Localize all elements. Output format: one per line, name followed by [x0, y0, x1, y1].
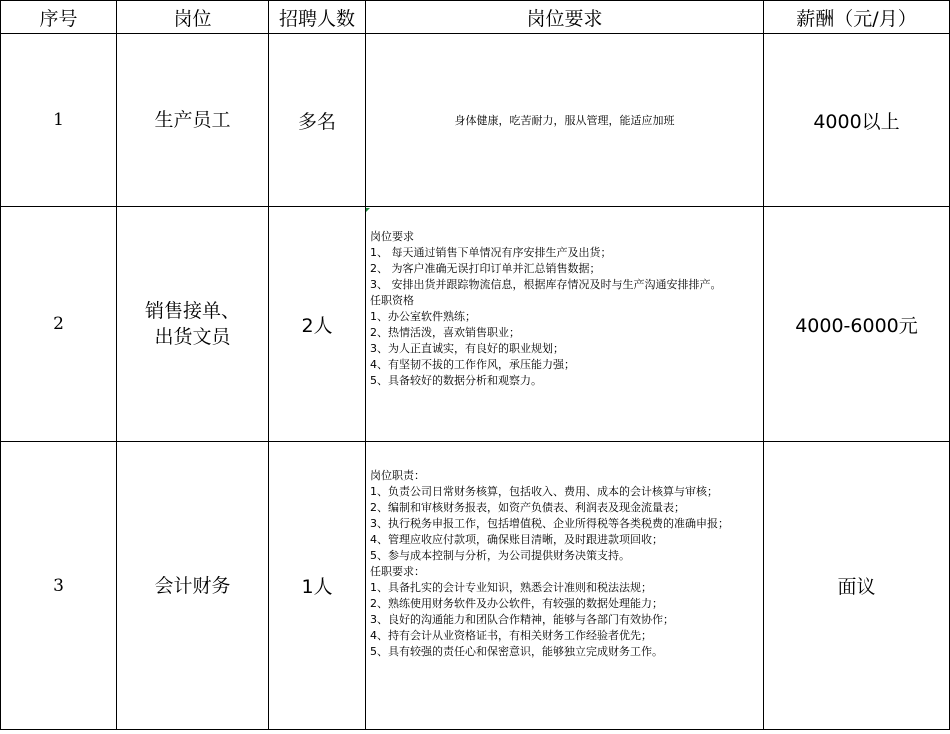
requirement-line: 5、具备较好的数据分析和观察力。	[370, 374, 542, 387]
requirement-heading: 岗位要求	[370, 230, 414, 243]
table-row	[1, 34, 950, 207]
requirement-line: 2、热情活泼，喜欢销售职业；	[370, 326, 520, 339]
requirement-line: 2、 为客户准确无误打印订单并汇总销售数据；	[370, 262, 601, 275]
requirement-line: 2、熟练使用财务软件及办公软件，有较强的数据处理能力；	[370, 597, 663, 610]
row-position	[117, 207, 269, 442]
requirement-heading: 任职要求：	[370, 565, 425, 578]
requirement-line: 5、参与成本控制与分析，为公司提供财务决策支持。	[370, 549, 630, 562]
header-position: 岗位	[117, 1, 269, 34]
requirement-line: 3、为人正直诚实，有良好的职业规划；	[370, 342, 564, 355]
requirement-line: 4、持有会计从业资格证书，有相关财务工作经验者优先；	[370, 629, 652, 642]
requirement-line: 3、执行税务申报工作，包括增值税、企业所得税等各类税费的准确申报；	[370, 517, 729, 530]
table-row	[1, 442, 950, 730]
row-salary: 4000以上	[764, 34, 950, 207]
comment-marker	[366, 208, 370, 212]
requirement-line: 4、有坚韧不拔的工作作风，承压能力强；	[370, 358, 575, 371]
header-row	[1, 1, 950, 34]
row-position: 会计财务	[117, 442, 269, 730]
requirement-line: 1、负责公司日常财务核算，包括收入、费用、成本的会计核算与审核；	[370, 485, 718, 498]
position-line: 出货文员	[154, 326, 231, 348]
requirement-line: 5、具有较强的责任心和保密意识，能够独立完成财务工作。	[370, 645, 663, 658]
requirement-line: 3、良好的沟通能力和团队合作精神，能够与各部门有效协作；	[370, 613, 674, 626]
row-index: 2	[1, 207, 117, 442]
header-headcount: 招聘人数	[269, 1, 366, 34]
row-requirements	[366, 34, 764, 207]
requirement-line: 4、管理应收应付款项，确保账目清晰，及时跟进款项回收；	[370, 533, 663, 546]
table-row	[1, 207, 950, 442]
requirement-line: 身体健康，吃苦耐力，服从管理，能适应加班	[454, 114, 675, 127]
row-index: 1	[1, 34, 117, 207]
requirement-line: 1、具备扎实的会计专业知识，熟悉会计准则和税法法规；	[370, 581, 652, 594]
header-index: 序号	[1, 1, 117, 34]
requirement-line: 2、编制和审核财务报表，如资产负债表、利润表及现金流量表；	[370, 501, 685, 514]
row-requirements	[366, 207, 764, 442]
header-salary: 薪酬（元/月）	[764, 1, 950, 34]
requirement-heading: 任职资格	[370, 294, 414, 307]
position-line: 销售接单、	[144, 300, 240, 322]
requirement-heading: 岗位职责：	[370, 469, 425, 482]
row-position: 生产员工	[117, 34, 269, 207]
requirement-line: 1、办公室软件熟练；	[370, 310, 476, 323]
row-headcount: 2人	[269, 207, 366, 442]
row-headcount: 1人	[269, 442, 366, 730]
row-index: 3	[1, 442, 117, 730]
row-salary: 4000-6000元	[764, 207, 950, 442]
requirement-line: 3、 安排出货并跟踪物流信息，根据库存情况及时与生产沟通安排排产。	[370, 278, 722, 291]
row-requirements	[366, 442, 764, 730]
row-salary: 面议	[764, 442, 950, 730]
row-headcount: 多名	[269, 34, 366, 207]
requirement-line: 1、 每天通过销售下单情况有序安排生产及出货；	[370, 246, 612, 259]
header-requirements: 岗位要求	[366, 1, 764, 34]
